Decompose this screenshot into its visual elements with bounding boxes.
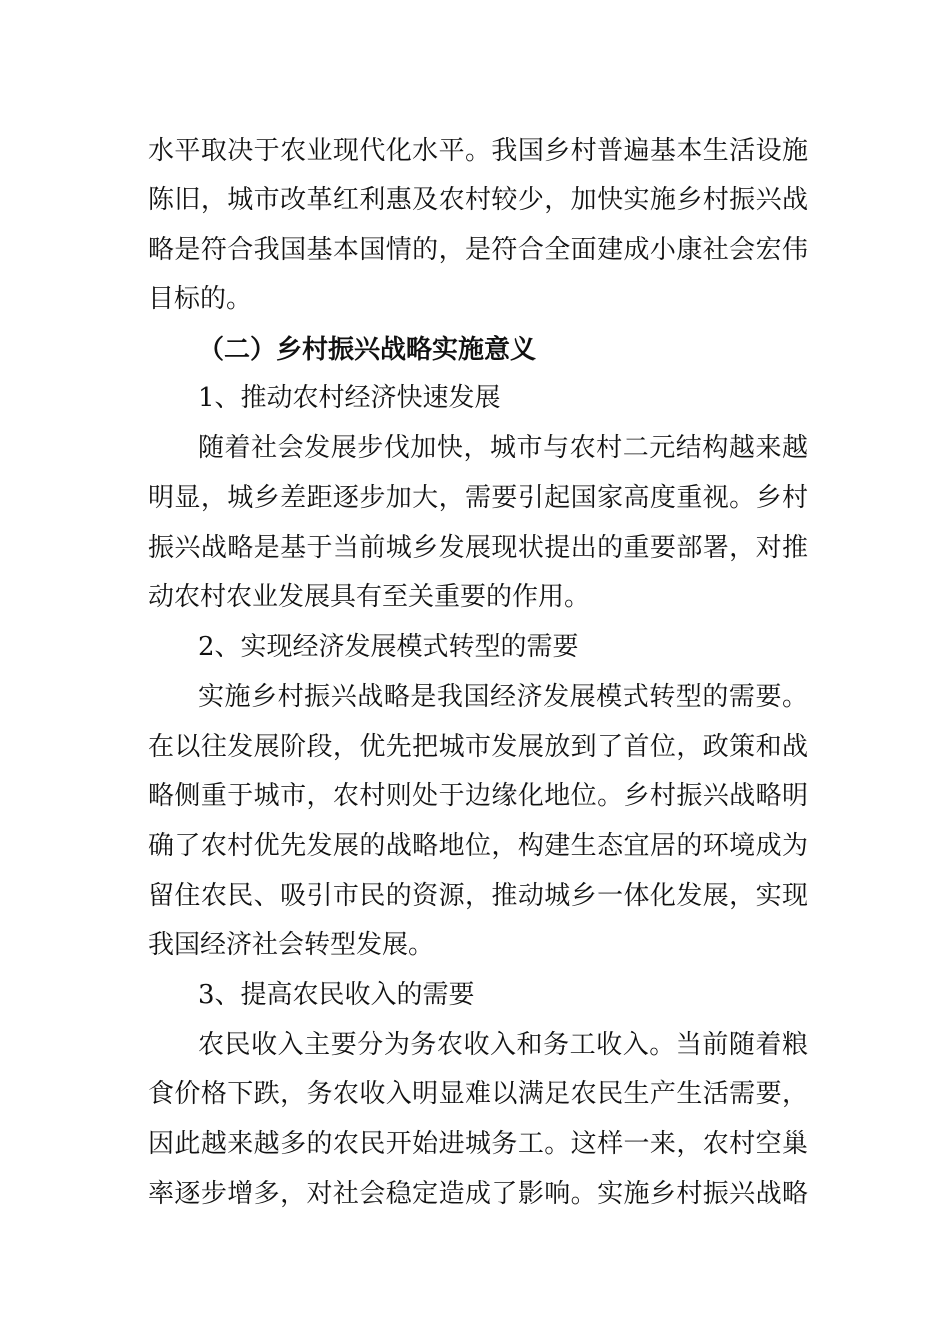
subsection-heading: 1、推动农村经济快速发展 [198,383,501,413]
body-line: 略是符合我国基本国情的，是符合全面建成小康社会宏伟 [148,235,808,265]
body-line: 动农村农业发展具有至关重要的作用。 [148,582,591,612]
body-line: 实施乡村振兴战略是我国经济发展模式转型的需要。 [198,682,808,712]
body-line: 水平取决于农业现代化水平。我国乡村普遍基本生活设施 [148,136,808,166]
subsection-heading: 2、实现经济发展模式转型的需要 [198,632,579,662]
body-line: 在以往发展阶段，优先把城市发展放到了首位，政策和战 [148,732,808,762]
section-heading: （二）乡村振兴战略实施意义 [198,335,537,365]
body-line: 确了农村优先发展的战略地位，构建生态宜居的环境成为 [148,831,808,861]
body-line: 农民收入主要分为务农收入和务工收入。当前随着粮 [198,1030,808,1060]
body-line: 略侧重于城市，农村则处于边缘化地位。乡村振兴战略明 [148,781,808,811]
body-line: 食价格下跌，务农收入明显难以满足农民生产生活需要， [148,1079,808,1109]
body-line: 随着社会发展步伐加快，城市与农村二元结构越来越 [198,433,808,463]
body-line: 陈旧，城市改革红利惠及农村较少，加快实施乡村振兴战 [148,185,808,215]
body-line: 留住农民、吸引市民的资源，推动城乡一体化发展，实现 [148,881,808,911]
body-line: 因此越来越多的农民开始进城务工。这样一来，农村空巢 [148,1129,808,1159]
body-line: 振兴战略是基于当前城乡发展现状提出的重要部署，对推 [148,533,808,563]
body-line: 明显，城乡差距逐步加大，需要引起国家高度重视。乡村 [148,483,808,513]
body-line: 目标的。 [148,284,253,314]
body-line: 率逐步增多，对社会稳定造成了影响。实施乡村振兴战略 [148,1179,808,1209]
body-line: 我国经济社会转型发展。 [148,930,435,960]
subsection-heading: 3、提高农民收入的需要 [198,980,475,1010]
